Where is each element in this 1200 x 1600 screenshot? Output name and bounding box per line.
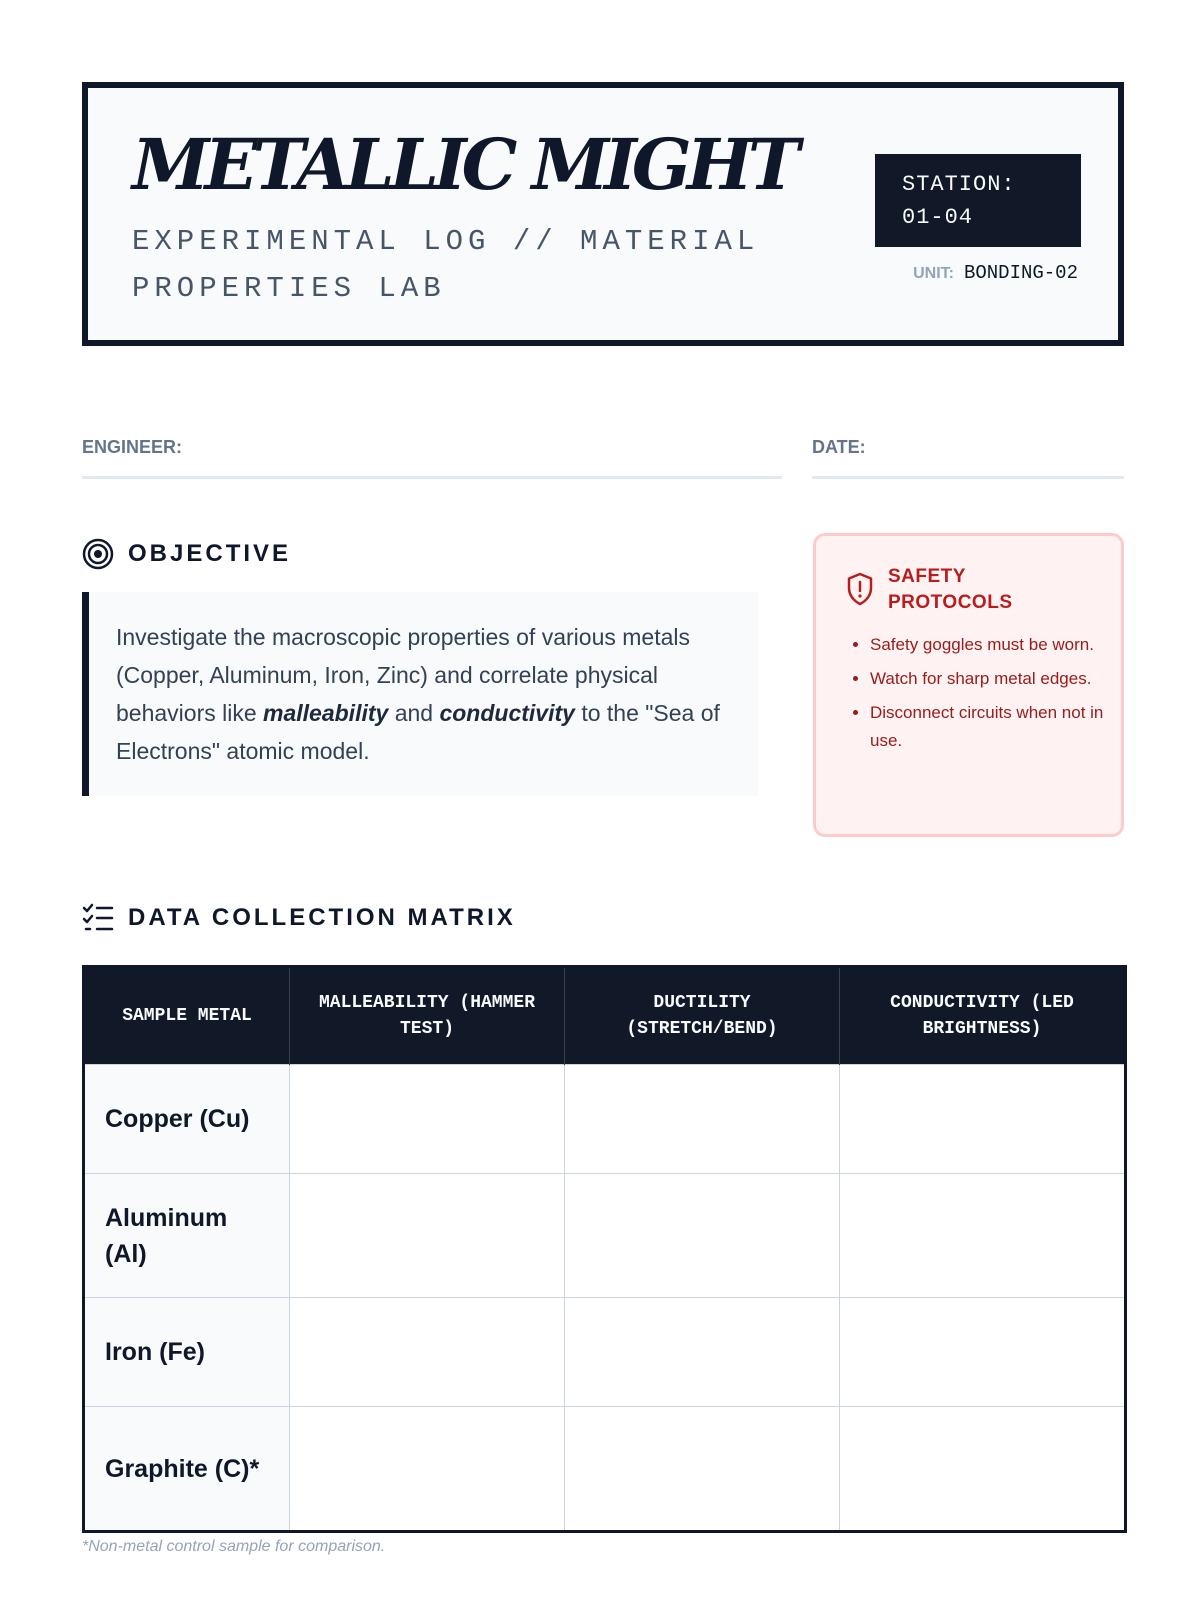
objective-title: OBJECTIVE bbox=[128, 540, 292, 567]
engineer-label: ENGINEER: bbox=[82, 437, 183, 457]
malleability-cell[interactable] bbox=[290, 1065, 565, 1174]
checklist-icon bbox=[82, 902, 114, 934]
malleability-cell[interactable] bbox=[290, 1174, 565, 1298]
shield-alert-icon bbox=[846, 572, 874, 611]
matrix-header bbox=[82, 900, 516, 936]
sample-name: Aluminum (Al) bbox=[84, 1174, 290, 1298]
safety-panel bbox=[813, 533, 1124, 837]
safety-item: • Watch for sharp metal edges. bbox=[870, 665, 1108, 693]
conductivity-cell[interactable] bbox=[840, 1298, 1126, 1407]
objective-header bbox=[82, 536, 291, 572]
objective-text-part: to the "Sea of Electrons" atomic model. bbox=[116, 700, 720, 764]
sample-name: Copper (Cu) bbox=[84, 1065, 290, 1174]
date-label: DATE: bbox=[812, 437, 866, 457]
station-number: 01-04 bbox=[902, 205, 974, 230]
malleability-cell[interactable] bbox=[290, 1407, 565, 1532]
sample-name: Iron (Fe) bbox=[84, 1298, 290, 1407]
matrix-title: DATA COLLECTION MATRIX bbox=[128, 904, 516, 931]
safety-title: SAFETY PROTOCOLS bbox=[888, 566, 1013, 613]
table-row bbox=[84, 1407, 1126, 1532]
safety-header bbox=[846, 564, 1028, 616]
header-panel bbox=[82, 82, 1124, 346]
column-header-sample: SAMPLE METAL bbox=[84, 967, 290, 1065]
safety-item: • Disconnect circuits when not in use. bbox=[870, 699, 1108, 755]
unit-value: BONDING-02 bbox=[963, 262, 1078, 284]
table-row bbox=[84, 1174, 1126, 1298]
table-footnote: *Non-metal control sample for comparison. bbox=[82, 1538, 386, 1555]
objective-text bbox=[82, 592, 758, 796]
column-header-malleability: MALLEABILITY (HAMMER TEST) bbox=[290, 967, 565, 1065]
unit-label: UNIT: bbox=[913, 265, 954, 282]
station-label: STATION: bbox=[902, 172, 1016, 197]
conductivity-cell[interactable] bbox=[840, 1407, 1126, 1532]
emphasis-malleability: malleability bbox=[263, 700, 389, 726]
ductility-cell[interactable] bbox=[565, 1407, 840, 1532]
column-header-conductivity: CONDUCTIVITY (LED BRIGHTNESS) bbox=[840, 967, 1126, 1065]
engineer-field[interactable] bbox=[82, 437, 782, 479]
target-icon bbox=[82, 538, 114, 570]
emphasis-conductivity: conductivity bbox=[439, 700, 575, 726]
conductivity-cell[interactable] bbox=[840, 1065, 1126, 1174]
date-field[interactable] bbox=[812, 437, 1124, 479]
page-title: METALLIC MIGHT bbox=[132, 123, 795, 206]
table-row bbox=[84, 1298, 1126, 1407]
malleability-cell[interactable] bbox=[290, 1298, 565, 1407]
sample-name: Graphite (C)* bbox=[84, 1407, 290, 1532]
table-row bbox=[84, 1065, 1126, 1174]
conductivity-cell[interactable] bbox=[840, 1174, 1126, 1298]
objective-text-part: and bbox=[388, 700, 440, 726]
unit-row bbox=[913, 262, 1078, 284]
ductility-cell[interactable] bbox=[565, 1065, 840, 1174]
page-subtitle: EXPERIMENTAL LOG // MATERIAL PROPERTIES LAB bbox=[132, 225, 760, 305]
objective-text-part: Investigate the macroscopic properties of various metals (Copper, Aluminum, Iron, Zinc) and correlate physical behaviors like bbox=[116, 624, 690, 726]
column-header-ductility: DUCTILITY (STRETCH/BEND) bbox=[565, 967, 840, 1065]
data-collection-table bbox=[82, 965, 1127, 1533]
station-badge bbox=[875, 154, 1081, 247]
safety-item: • Safety goggles must be worn. bbox=[870, 631, 1108, 659]
ductility-cell[interactable] bbox=[565, 1174, 840, 1298]
safety-list bbox=[846, 631, 1108, 761]
ductility-cell[interactable] bbox=[565, 1298, 840, 1407]
table-header-row bbox=[84, 967, 1126, 1065]
